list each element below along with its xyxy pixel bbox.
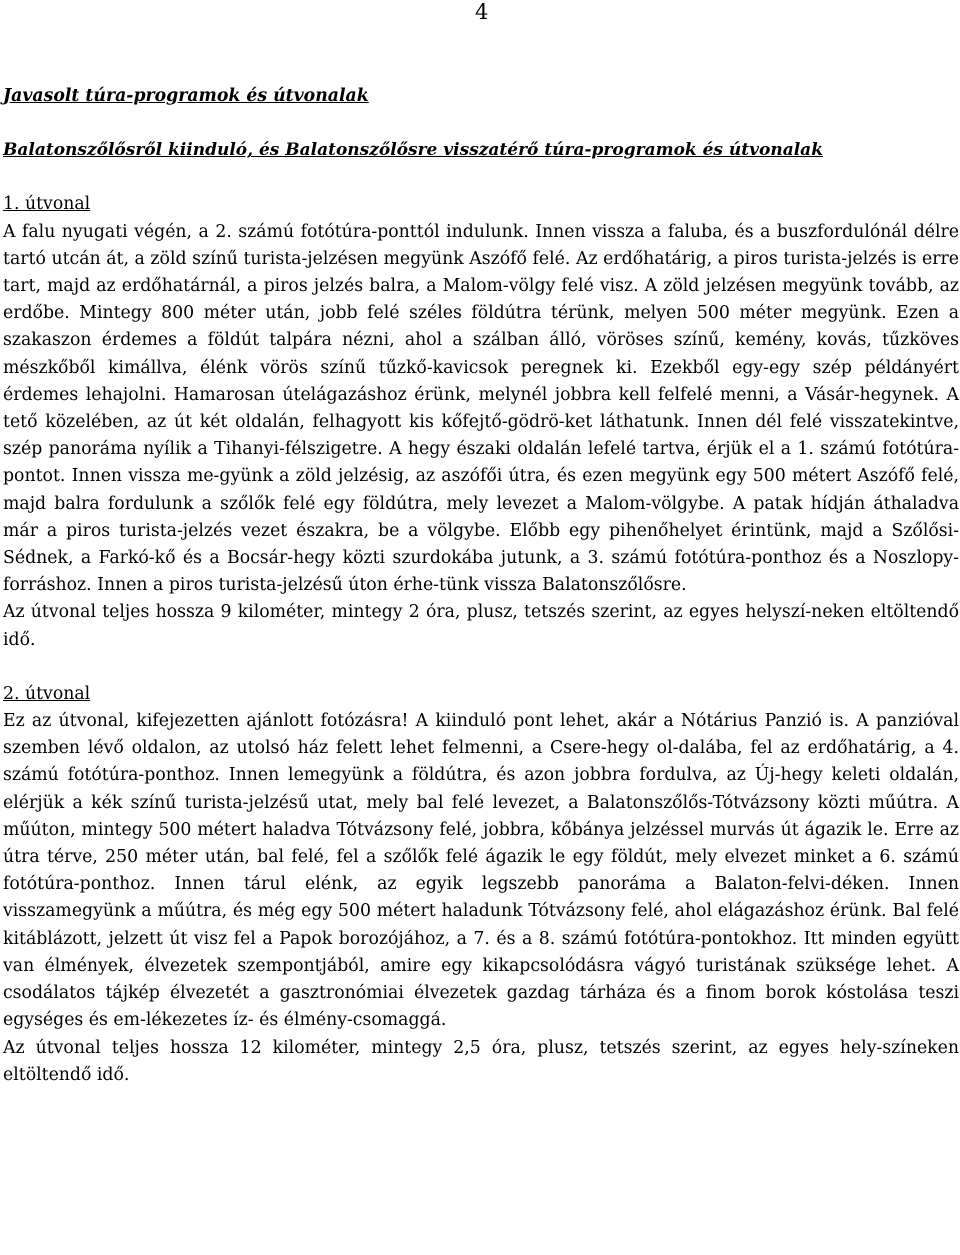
route-1-description: A falu nyugati végén, a 2. számú fotótúra-ponttól indulunk. Innen vissza a faluba, és a buszfordulónál délre tartó utcán át, a zöld színű turista-jelzésen megyünk Aszófő felé. Az erdőhatárig, a piros turista-jelzés is erre tart, majd az erdőhatárnál, a piros jelzés balra, a Malom-völgy felé visz. A zöld jelzésen megyünk tovább, az erdőbe. Mintegy 800 méter után, jobb felé széles földútra térünk, melyen 500 méter megyünk. Ezen a szakaszon érdemes a földút talpára nézni, ahol a szálban álló, vöröses színű, kemény, kovás, tűzköves mészkőből kimállva, élénk vörös színű tűzkő-kavicsok peregnek ki. Ezekből egy-egy szép példányért érdemes lehajolni. Hamarosan útelágazáshoz érünk, melynél jobbra kell felfelé menni, a Vásár-hegynek. A tető közelében, az út két oldalán, felhagyott kis kőfejtő-gödrö-ket láthatunk. Innen dél felé visszatekintve, szép panoráma nyílik a Tihanyi-félszigetre. A hegy északi oldalán lefelé tartva, érjük el a 1. számú fotótúra-pontot. Innen vissza me-gyünk a zöld jelzésig, az aszófői útra, és ezen megyünk egy 500 métert Aszófő felé, majd balra fordulunk a szőlők felé egy földútra, mely levezet a Malom-völgybe. A patak hídján áthaladva már a piros turista-jelzés vezet északra, be a völgybe. Előbb egy pihenőhelyet érintünk, majd a Szőlősi-Sédnek, a Farkó-kő és a Bocsár-hegy közti szurdokába jutunk, a 3. számú fotótúra-ponthoz és a Noszlopy-forráshoz. Innen a piros turista-jelzésű úton érhe-tünk vissza Balatonszőlősre. — [3, 221, 959, 596]
route-2-summary: Az útvonal teljes hossza 12 kilométer, mintegy 2,5 óra, plusz, tetszés szerint, az egyes hely-színeken eltöltendő idő. — [3, 1037, 959, 1085]
document-body — [3, 83, 959, 1089]
page-number: 4 — [475, 0, 489, 24]
document-title: Javasolt túra-programok és útvonalak — [3, 86, 369, 106]
route-2-heading: 2. útvonal — [3, 683, 91, 704]
route-1-section — [3, 191, 959, 653]
route-2-description: Ez az útvonal, kifejezetten ajánlott fotózásra! A kiinduló pont lehet, akár a Nótárius Panzió is. A panzióval szemben lévő oldalon, az utolsó ház felett lehet felmenni, a Csere-hegy ol-dalába, fel az erdőhatárig, a 4. számú fotótúra-ponthoz. Innen lemegyünk a földútra, és azon jobbra fordulva, az Új-hegy keleti oldalán, elérjük a kék színű turista-jelzésű utat, mely bal felé levezet, a Balatonszőlős-Tótvázsony közti műútra. A műúton, mintegy 500 métert haladva Tótvázsony felé, jobbra, kőbánya jelzéssel murvás út ágazik le. Erre az útra térve, 250 méter után, bal felé, fel a szőlők felé ágazik le egy földút, mely elvezet minket a 6. számú fotótúra-ponthoz. Innen tárul elénk, az egyik legszebb panoráma a Balaton-felvi-déken. Innen visszamegyünk a műútra, és még egy 500 métert haladunk Tótvázsony felé, ahol elágazáshoz érünk. Bal felé kitáblázott, jelzett út visz fel a Papok borozójához, a 7. és a 8. számú fotótúra-pontokhoz. Itt minden együtt van élmények, élvezetek szempontjából, amire egy kikapcsolódásra vágyó turistának szüksége lehet. A csodálatos tájkép élvezetét a gasztronómiai élvezetek gazdag tárháza és a finom borok kóstolása teszi egységes és em-lékezetes íz- és élmény-csomaggá. — [3, 711, 959, 1031]
route-2-section — [3, 681, 959, 1089]
route-1-summary: Az útvonal teljes hossza 9 kilométer, mintegy 2 óra, plusz, tetszés szerint, az egyes helyszí-neken eltöltendő idő. — [3, 602, 959, 650]
document-subtitle: Balatonszőlősről kiinduló, és Balatonszőlősre visszatérő túra-programok és útvonalak — [3, 140, 823, 161]
route-1-heading: 1. útvonal — [3, 194, 91, 215]
